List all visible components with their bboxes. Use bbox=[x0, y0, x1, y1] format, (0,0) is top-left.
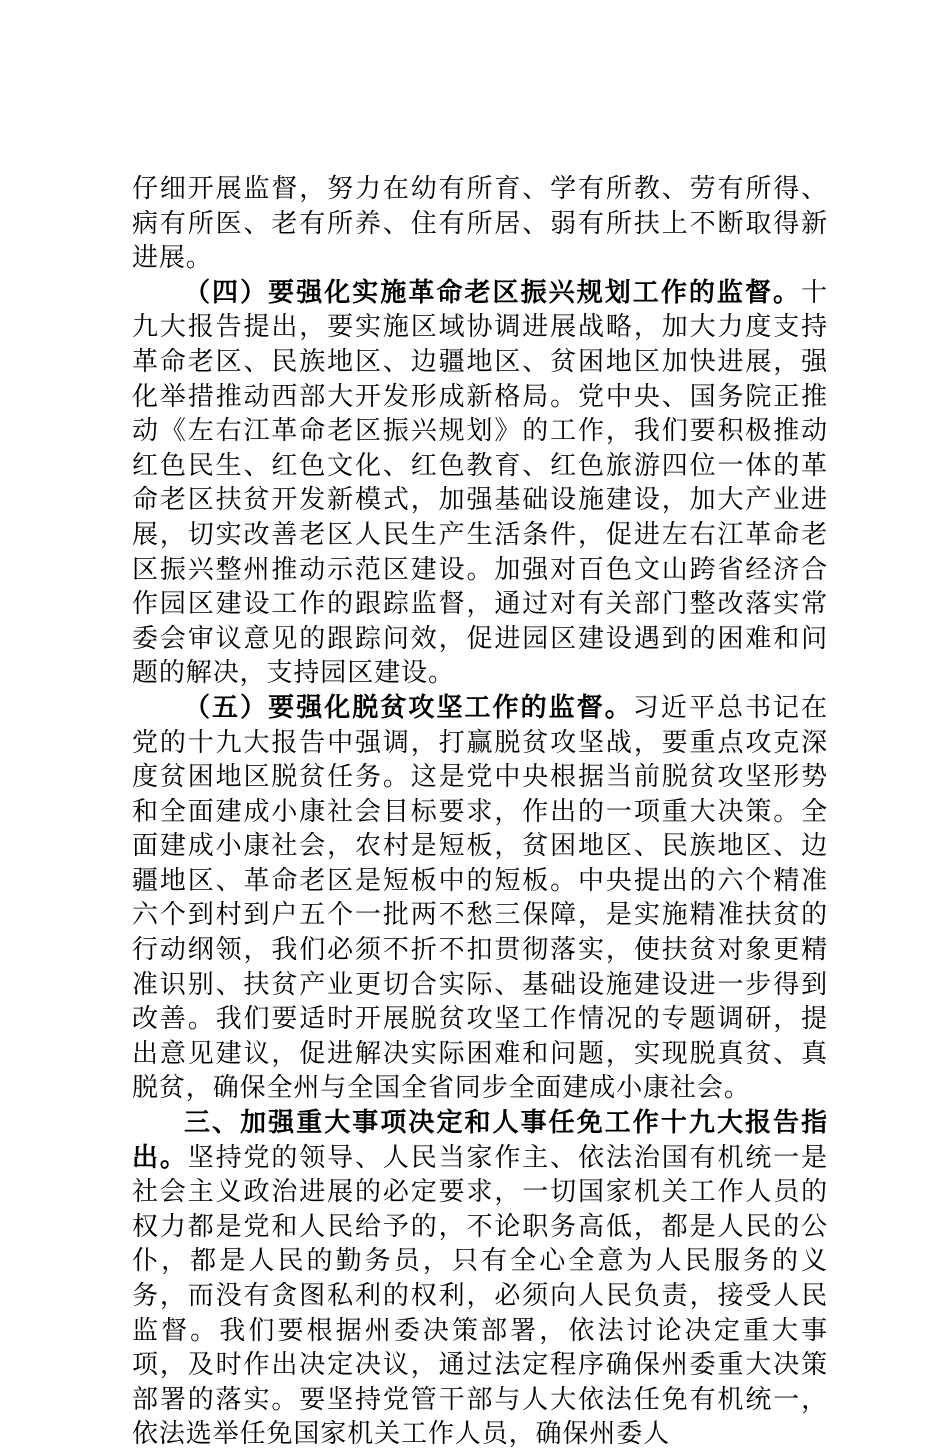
paragraph-text: 仔细开展监督，努力在幼有所育、学有所教、劳有所得、病有所医、老有所养、住有所居、弱有所扶上不断取得新进展。 bbox=[132, 174, 828, 274]
section-heading: （四）要强化实施革命老区振兴规划工作的监督。 bbox=[184, 277, 802, 308]
document-body bbox=[132, 172, 828, 1452]
paragraph-continuation bbox=[132, 172, 828, 276]
paragraph-section-4 bbox=[132, 276, 828, 691]
section-heading: （五）要强化脱贫攻坚工作的监督。 bbox=[184, 692, 633, 723]
paragraph-text: 坚持党的领导、人民当家作主、依法治国有机统一是社会主义政治进展的必定要求，一切国家机关工作人员的权力都是党和人民给予的，不论职务高低，都是人民的公仆，都是人民的勤务员，只有全心全意为人民服务的义务，而没有贪图私利的权利，必须向人民负责，接受人民监督。我们要根据州委决策部署，依法讨论决定重大事项，及时作出决定决议，通过法定程序确保州委重大决策部署的落实。要坚持党管干部与人大依法任免有机统一，依法选举任免国家机关工作人员，确保州委人 bbox=[132, 1142, 828, 1450]
paragraph-text: 十九大报告提出，要实施区域协调进展战略，加大力度支持革命老区、民族地区、边疆地区、贫困地区加快进展，强化举措推动西部大开发形成新格局。党中央、国务院正推动《左右江革命老区振兴规划》的工作，我们要积极推动红色民生、红色文化、红色教育、红色旅游四位一体的革命老区扶贫开发新模式，加强基础设施建设，加大产业进展，切实改善老区人民生产生活条件，促进左右江革命老区振兴整州推动示范区建设。加强对百色文山跨省经济合作园区建设工作的跟踪监督，通过对有关部门整改落实常委会审议意见的跟踪问效，促进园区建设遇到的困难和问题的解决，支持园区建设。 bbox=[132, 277, 828, 689]
section-heading: 三、加强重大事项决定和人事任免工作十九大报告指出。 bbox=[132, 1108, 828, 1173]
paragraph-text: 习近平总书记在党的十九大报告中强调，打赢脱贫攻坚战，要重点攻克深度贫困地区脱贫任务。这是党中央根据当前脱贫攻坚形势和全面建成小康社会目标要求，作出的一项重大决策。全面建成小康社会，农村是短板，贫困地区、民族地区、边疆地区、革命老区是短板中的短板。中央提出的六个精准六个到村到户五个一批两不愁三保障，是实施精准扶贫的行动纲领，我们必须不折不扣贯彻落实，使扶贫对象更精准识别、扶贫产业更切合实际、基础设施建设进一步得到改善。我们要适时开展脱贫攻坚工作情况的专题调研，提出意见建议，促进解决实际困难和问题，实现脱真贫、真脱贫，确保全州与全国全省同步全面建成小康社会。 bbox=[132, 692, 828, 1104]
paragraph-section-5 bbox=[132, 691, 828, 1106]
paragraph-section-3 bbox=[132, 1106, 828, 1452]
